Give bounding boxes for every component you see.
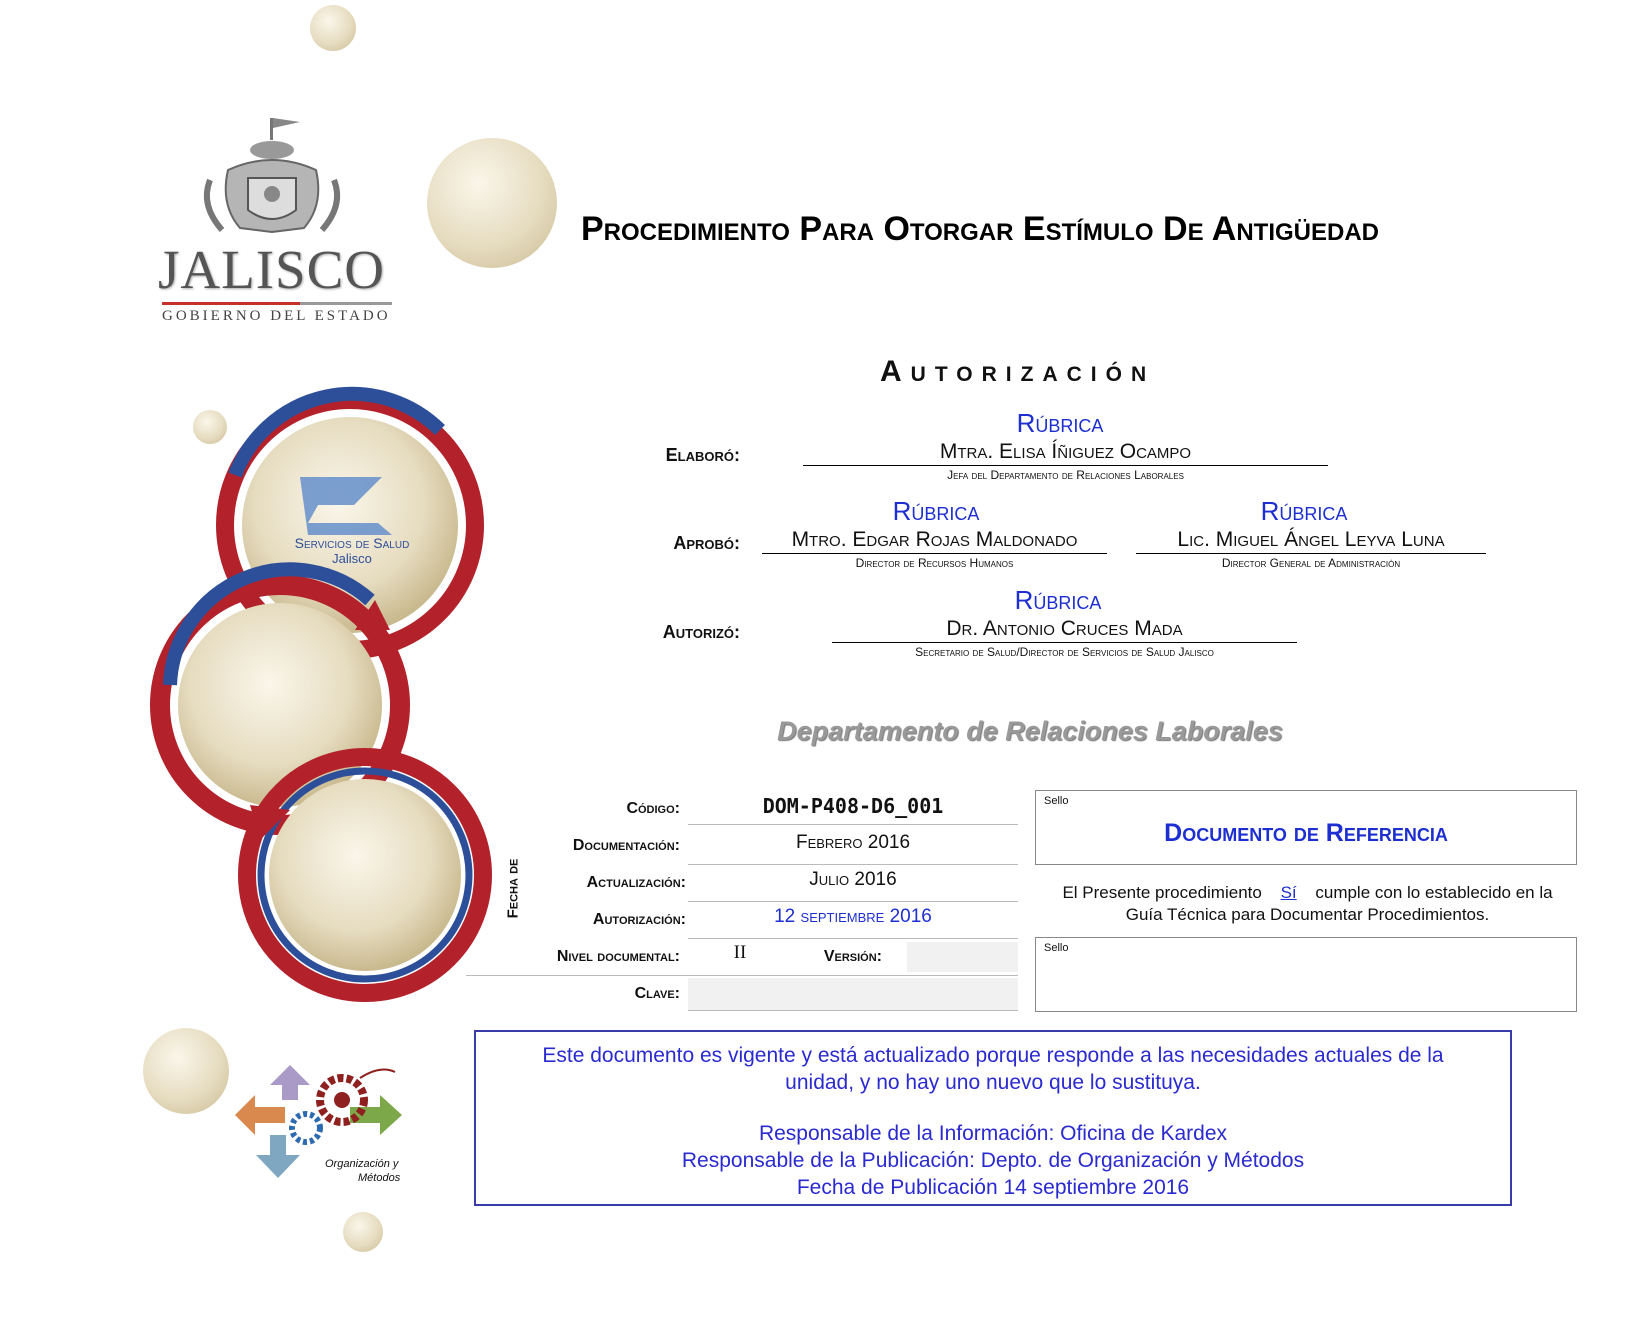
validity-notice [474,1030,1512,1206]
aprobo-position-2: Director General de Administración [1221,556,1401,570]
circular-arrows-icon [140,385,500,1025]
state-name: JALISCO [158,239,386,300]
actualizacion-label: Actualización: [586,874,686,891]
autorizo-label: Autorizó: [662,622,740,642]
decorative-bubble [310,5,356,51]
aprobo-signature-1 [762,528,1107,570]
authorization-heading: Autorización [880,355,1156,388]
sello-stamp-box [1035,937,1577,1012]
nivel-documental-label: Nivel documental: [556,948,680,965]
reference-stamp-box [1035,790,1577,865]
fecha-de-label: Fecha de [504,858,522,919]
clave-value [688,978,1018,1011]
compliance-prefix: El Presente procedimiento [1062,883,1262,902]
aprobo-label: Aprobó: [673,533,740,553]
aprobo-name-2: Lic. Miguel Ángel Leyva Luna [1136,528,1486,554]
aprobo-name-1: Mtro. Edgar Rojas Maldonado [762,528,1107,554]
rubrica-elaboro: Rúbrica [1016,408,1104,438]
codigo-label: Código: [626,800,680,817]
nivel-documental-value: II [733,942,747,963]
notice-line3: Responsable de la Información: Oficina de Kardex [758,1122,1228,1145]
coat-of-arms-icon [150,110,400,240]
sello-label-2: Sello [1044,942,1069,954]
state-subtitle: GOBIERNO DEL ESTADO [162,308,391,324]
notice-line4: Responsable de la Publicación: Depto. de Organización y Métodos [681,1149,1305,1172]
rubrica-aprobo-1: Rúbrica [892,496,980,526]
autorizacion-label: Autorización: [592,911,686,928]
om-line2: Métodos [358,1172,401,1184]
organizacion-metodos-logo [230,1060,440,1190]
compliance-line2: Guía Técnica para Documentar Procedimientos. [1125,905,1490,924]
compliance-answer: Sí [1280,883,1297,902]
aprobo-signature-2 [1136,528,1486,570]
compliance-text [1030,882,1585,926]
decorative-bubble [343,1212,383,1252]
actualizacion-value: Julio 2016 [688,869,1018,902]
documentacion-value: Febrero 2016 [688,832,1018,865]
reference-title: Documento de Referencia [1164,819,1448,847]
sello-label: Sello [1044,795,1069,807]
jalisco-logo [150,110,400,325]
rubrica-aprobo-2: Rúbrica [1260,496,1348,526]
health-services-graphic [140,385,500,1025]
health-logo-line1: Servicios de Salud [294,535,410,551]
autorizo-position: Secretario de Salud/Director de Servicios de Salud Jalisco [915,645,1214,659]
nivel-row-divider [466,975,1018,976]
version-value [907,942,1018,972]
codigo-value: DOM-P408-D6_001 [688,794,1018,825]
autorizo-signature [832,617,1297,659]
rubrica-autorizo: Rúbrica [1014,585,1102,615]
aprobo-position-1: Director de Recursos Humanos [855,556,1014,570]
notice-line2: unidad, y no hay uno nuevo que lo sustituya. [785,1071,1201,1094]
elaboro-signature [803,440,1328,482]
autorizo-name: Dr. Antonio Cruces Mada [832,617,1297,643]
health-logo-line2: Jalisco [332,551,372,566]
department-name: Departamento de Relaciones Laborales [777,716,1283,746]
logo-divider [162,302,392,305]
clave-label: Clave: [634,985,680,1002]
compliance-suffix: cumple con lo establecido en la [1315,883,1553,902]
page-title: Procedimiento Para Otorgar Estímulo De Antigüedad [580,210,1379,248]
elaboro-name: Mtra. Elisa Íñiguez Ocampo [803,440,1328,466]
om-line1: Organización y [325,1158,399,1170]
notice-line5: Fecha de Publicación 14 septiembre 2016 [796,1176,1190,1199]
elaboro-label: Elaboró: [665,445,740,465]
elaboro-position: Jefa del Departamento de Relaciones Laborales [947,468,1184,482]
autorizacion-value: 12 septiembre 2016 [688,906,1018,939]
documentacion-label: Documentación: [572,837,680,854]
version-label: Versión: [823,948,882,965]
decorative-bubble [143,1028,229,1114]
notice-line1: Este documento es vigente y está actualizado porque responde a las necesidades actuales de la [542,1044,1444,1067]
